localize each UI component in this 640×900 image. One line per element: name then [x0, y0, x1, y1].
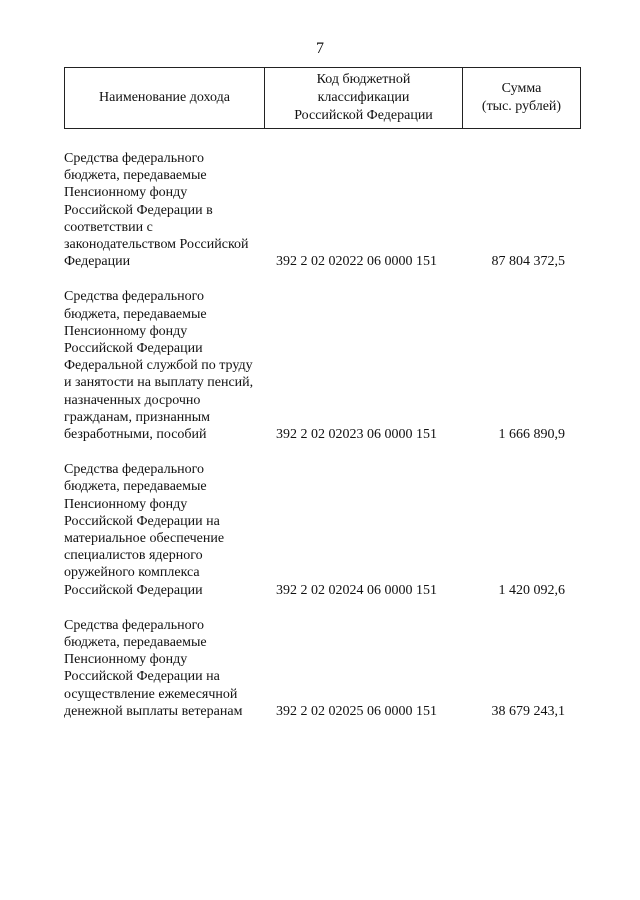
budget-code-cell: 392 2 02 02023 06 0000 151: [276, 427, 437, 443]
income-name-cell: Средства федерального бюджета, передаваемые Пенсионному фонду Российской Федерации в соответствии с законодательством Российской Федерации: [64, 151, 249, 270]
header-sum: Сумма (тыс. рублей): [481, 81, 562, 114]
income-name-cell: Средства федерального бюджета, передаваемые Пенсионному фонду Российской Федерации на материальное обеспечение специалистов ядерного оружейного комплекса Российской Федерации: [64, 462, 225, 598]
table-row: [64, 288, 581, 443]
budget-code-cell: 392 2 02 02022 06 0000 151: [276, 254, 437, 270]
income-name-cell: Средства федерального бюджета, передаваемые Пенсионному фонду Российской Федерации Федеральной службой по труду и занятости на выплату пенсий, назначенных досрочно гражданам, признанным безработными, пособий: [64, 289, 254, 443]
page-number: 7: [316, 40, 324, 57]
header-income-name: Наименование дохода: [65, 68, 265, 128]
sum-cell: 38 679 243,1: [491, 703, 565, 719]
sum-cell: 1 420 092,6: [498, 582, 565, 598]
table-row: [64, 461, 581, 599]
sum-cell: 1 666 890,9: [498, 427, 565, 443]
budget-code-cell: 392 2 02 02024 06 0000 151: [276, 582, 437, 598]
budget-code-cell: 392 2 02 02025 06 0000 151: [276, 703, 437, 719]
income-name-cell: Средства федерального бюджета, передаваемые Пенсионному фонду Российской Федерации на осуществление ежемесячной денежной выплаты ветеранам: [64, 617, 243, 719]
sum-cell: 87 804 372,5: [491, 254, 565, 270]
table-row: [64, 150, 581, 270]
table-body: [64, 150, 581, 738]
table-row: [64, 617, 581, 720]
table-header: [64, 67, 581, 129]
header-budget-code: Код бюджетной классификации Российской Федерации: [265, 68, 463, 128]
